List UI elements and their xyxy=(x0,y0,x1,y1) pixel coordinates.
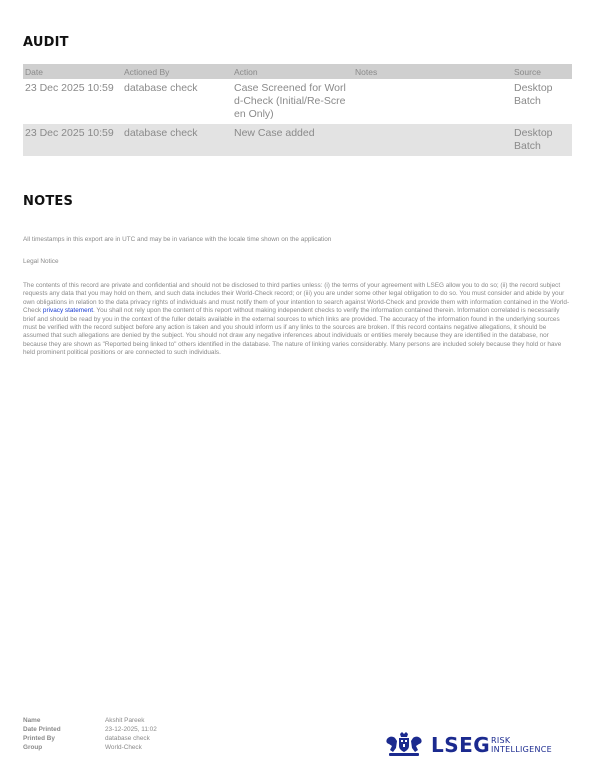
column-header-actioned-by: Actioned By xyxy=(122,64,232,79)
meta-row-printed-by xyxy=(23,734,157,743)
legal-text-part-1: The contents of this record are private and confidential and should not be disclosed to third parties unless: (i) the terms of your agreement with LSEG allow you to do so; (ii) the record subject requests any data that you may hold on them, and such data includes their World-Check record; or (iii) you are under some other legal obligation to do so. You must consider and abide by your own obligations in relation to the data privacy rights of individuals and must notify them of your intention to search against World-Check and provide them with information contained in the World-Check xyxy=(23,282,570,315)
table-row xyxy=(23,79,572,124)
column-header-date: Date xyxy=(23,64,122,79)
meta-label: Date Printed xyxy=(23,726,61,733)
meta-value: World-Check xyxy=(105,744,142,751)
meta-row-date-printed xyxy=(23,725,157,734)
meta-label: Group xyxy=(23,744,43,751)
audit-header-row xyxy=(23,64,572,79)
heraldic-crest-icon xyxy=(383,731,425,757)
audit-table xyxy=(23,64,572,156)
cell-actioned-by: database check xyxy=(122,124,232,156)
cell-source: Desktop Batch xyxy=(512,79,572,124)
table-row xyxy=(23,124,572,156)
utc-timestamp-note: All timestamps in this export are in UTC and may be in variance with the locale time shown on the application xyxy=(23,236,332,243)
cell-action: Case Screened for World-Check (Initial/Re-Screen Only) xyxy=(232,79,353,124)
cell-notes xyxy=(353,79,512,124)
cell-actioned-by: database check xyxy=(122,79,232,124)
column-header-notes: Notes xyxy=(353,64,512,79)
audit-section-title: AUDIT xyxy=(23,35,69,50)
cell-date: 23 Dec 2025 10:59 xyxy=(23,124,122,156)
meta-value: database check xyxy=(105,735,150,742)
legal-notice-body xyxy=(23,282,571,358)
logo-subtitle xyxy=(491,736,552,754)
print-metadata xyxy=(23,716,157,752)
cell-source: Desktop Batch xyxy=(512,124,572,156)
lseg-risk-intelligence-logo xyxy=(383,731,561,759)
privacy-statement-link[interactable]: privacy statement xyxy=(42,307,93,315)
meta-value: 23-12-2025, 11:02 xyxy=(105,726,157,733)
meta-row-name xyxy=(23,716,157,725)
cell-notes xyxy=(353,124,512,156)
meta-label: Printed By xyxy=(23,735,55,742)
logo-subtitle-line-1: RISK xyxy=(491,736,511,745)
meta-label: Name xyxy=(23,717,41,724)
cell-action: New Case added xyxy=(232,124,353,156)
meta-value: Akshit Pareek xyxy=(105,717,145,724)
column-header-source: Source xyxy=(512,64,572,79)
meta-row-group xyxy=(23,743,157,752)
logo-subtitle-line-2: INTELLIGENCE xyxy=(491,745,553,754)
cell-date: 23 Dec 2025 10:59 xyxy=(23,79,122,124)
legal-notice-heading: Legal Notice xyxy=(23,258,59,265)
notes-section-title: NOTES xyxy=(23,194,74,209)
legal-text-part-2: . You shall not rely upon the content of this report without making independent checks to verify the information contained therein. Information correlated is necessarily brief and should be read by you in the context of the fuller details available in the external sources to which links are provided. The accuracy of the information found in the underlying sources must be verified with the record subject before any action is taken and you should inform us if any links to the sources are broken. If this record contains negative allegations, it should be assumed that such allegations are denied by the subject. You should not draw any negative inferences about individuals or entities merely because they are identified in the database, nor because they are shown as "Reported being linked to" others identified in the database. The nature of linking varies considerably. Many persons are included solely because they hold or have held prominent political positions or are connected to such individuals. xyxy=(23,307,562,357)
logo-wordmark: LSEG xyxy=(431,733,491,757)
column-header-action: Action xyxy=(232,64,353,79)
